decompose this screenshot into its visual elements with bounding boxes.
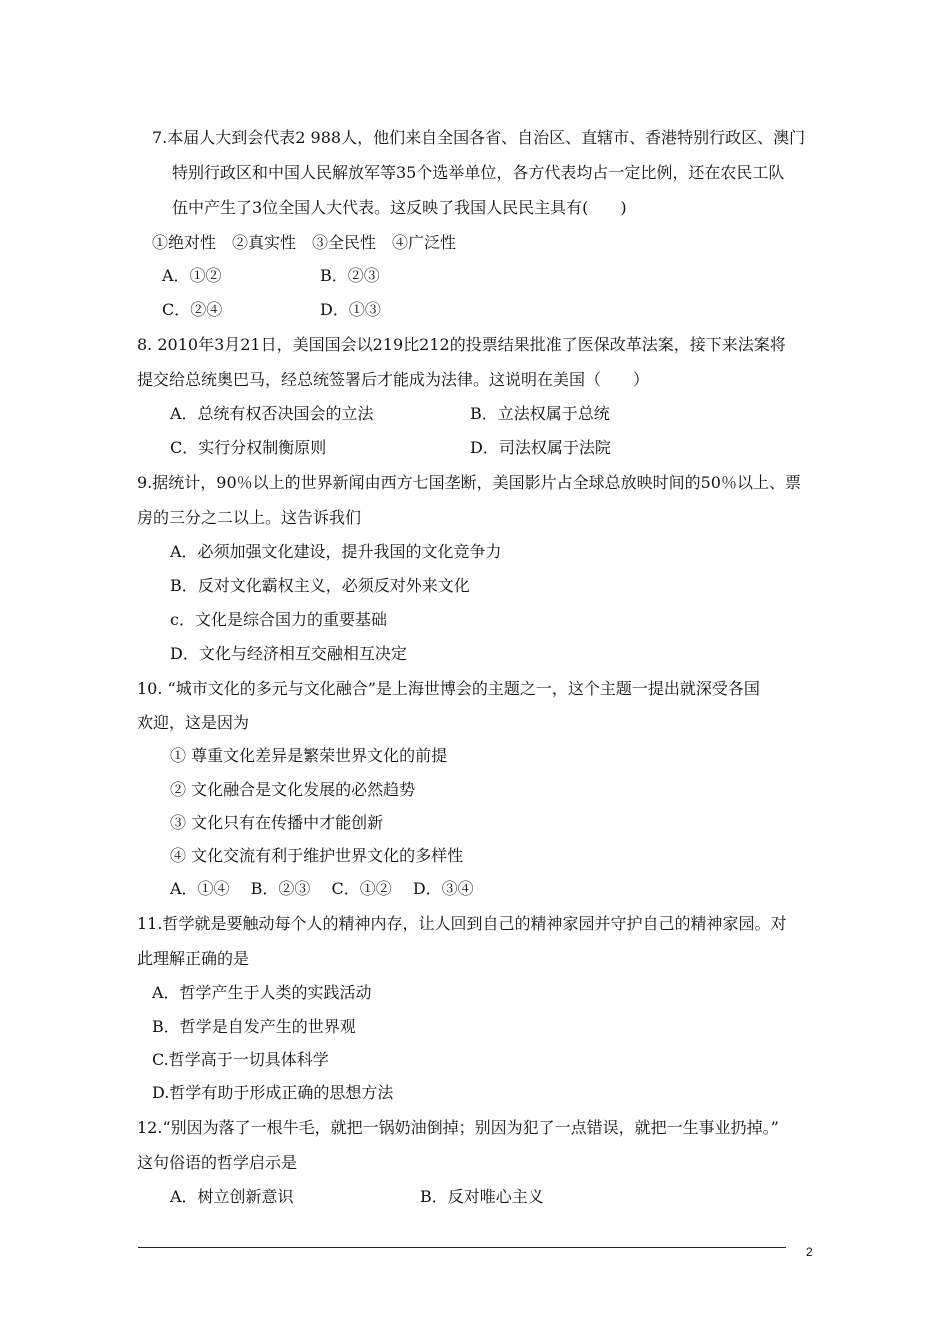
q11-stem-line-1: 11.哲学就是要触动每个人的精神内存，让人回到自己的精神家园并守护自己的精神家园。对	[137, 914, 787, 933]
q11-option-a: A．哲学产生于人类的实践活动	[152, 983, 372, 1002]
q7-statements: ①绝对性 ②真实性 ③全民性 ④广泛性	[152, 233, 457, 252]
q11-option-b: B．哲学是自发产生的世界观	[152, 1017, 356, 1036]
q8-option-b: B．立法权属于总统	[470, 404, 610, 423]
q12-stem-line-2: 这句俗语的哲学启示是	[137, 1153, 298, 1172]
footer-divider	[138, 1247, 786, 1248]
q7-option-c: C．②④	[162, 300, 223, 319]
q9-stem-line-2: 房的三分之二以上。这告诉我们	[137, 508, 362, 527]
q7-stem-line-2: 特别行政区和中国人民解放军等35个选举单位，各方代表均占一定比例，还在农民工队	[172, 163, 785, 182]
q12-stem-line-1: 12.“别因为落了一根牛毛，就把一锅奶油倒掉；别因为犯了一点错误，就把一生事业扔掉。”	[137, 1118, 779, 1137]
q10-stem-line-2: 欢迎，这是因为	[137, 713, 250, 732]
q7-option-a: A．①②	[162, 266, 222, 285]
q12-option-a: A．树立创新意识	[170, 1187, 294, 1206]
q9-option-c: c．文化是综合国力的重要基础	[170, 610, 387, 629]
q10-statement-3: ③ 文化只有在传播中才能创新	[170, 813, 384, 832]
q8-option-d: D．司法权属于法院	[470, 438, 611, 457]
page-number: 2	[806, 1245, 813, 1259]
q8-stem-line-1: 8. 2010年3月21日，美国国会以219比212的投票结果批准了医保改革法案，接下来法案将	[137, 335, 786, 354]
q10-statement-1: ① 尊重文化差异是繁荣世界文化的前提	[170, 746, 448, 765]
q12-option-b: B．反对唯心主义	[420, 1187, 544, 1206]
q10-statement-2: ② 文化融合是文化发展的必然趋势	[170, 780, 416, 799]
q10-statement-4: ④ 文化交流有利于维护世界文化的多样性	[170, 846, 464, 865]
q7-stem-line-1: 7.本届人大到会代表2 988人，他们来自全国各省、自治区、直辖市、香港特别行政区、澳门	[152, 128, 806, 147]
q7-option-b: B．②③	[320, 266, 380, 285]
q8-stem-line-2: 提交给总统奥巴马，经总统签署后才能成为法律。这说明在美国（ ）	[137, 370, 650, 389]
q9-option-a: A．必须加强文化建设，提升我国的文化竞争力	[170, 542, 502, 561]
q9-stem-line-1: 9.据统计，90％以上的世界新闻由西方七国垄断，美国影片占全球总放映时间的50％以上、票	[137, 473, 801, 492]
q7-stem-line-3: 伍中产生了3位全国人大代表。这反映了我国人民民主具有( )	[172, 198, 627, 217]
q11-option-d: D.哲学有助于形成正确的思想方法	[152, 1083, 394, 1102]
q8-option-a: A．总统有权否决国会的立法	[170, 404, 374, 423]
q9-option-b: B．反对文化霸权主义，必须反对外来文化	[170, 576, 470, 595]
q11-option-c: C.哲学高于一切具体科学	[152, 1050, 329, 1069]
q8-option-c: C．实行分权制衡原则	[170, 438, 327, 457]
q11-stem-line-2: 此理解正确的是	[137, 949, 250, 968]
q10-options: A．①④ B．②③ C．①② D．③④	[170, 879, 474, 898]
q9-option-d: D．文化与经济相互交融相互决定	[170, 644, 407, 663]
q10-stem-line-1: 10. “城市文化的多元与文化融合”是上海世博会的主题之一，这个主题一提出就深受各国	[137, 679, 760, 698]
q7-option-d: D．①③	[320, 300, 381, 319]
